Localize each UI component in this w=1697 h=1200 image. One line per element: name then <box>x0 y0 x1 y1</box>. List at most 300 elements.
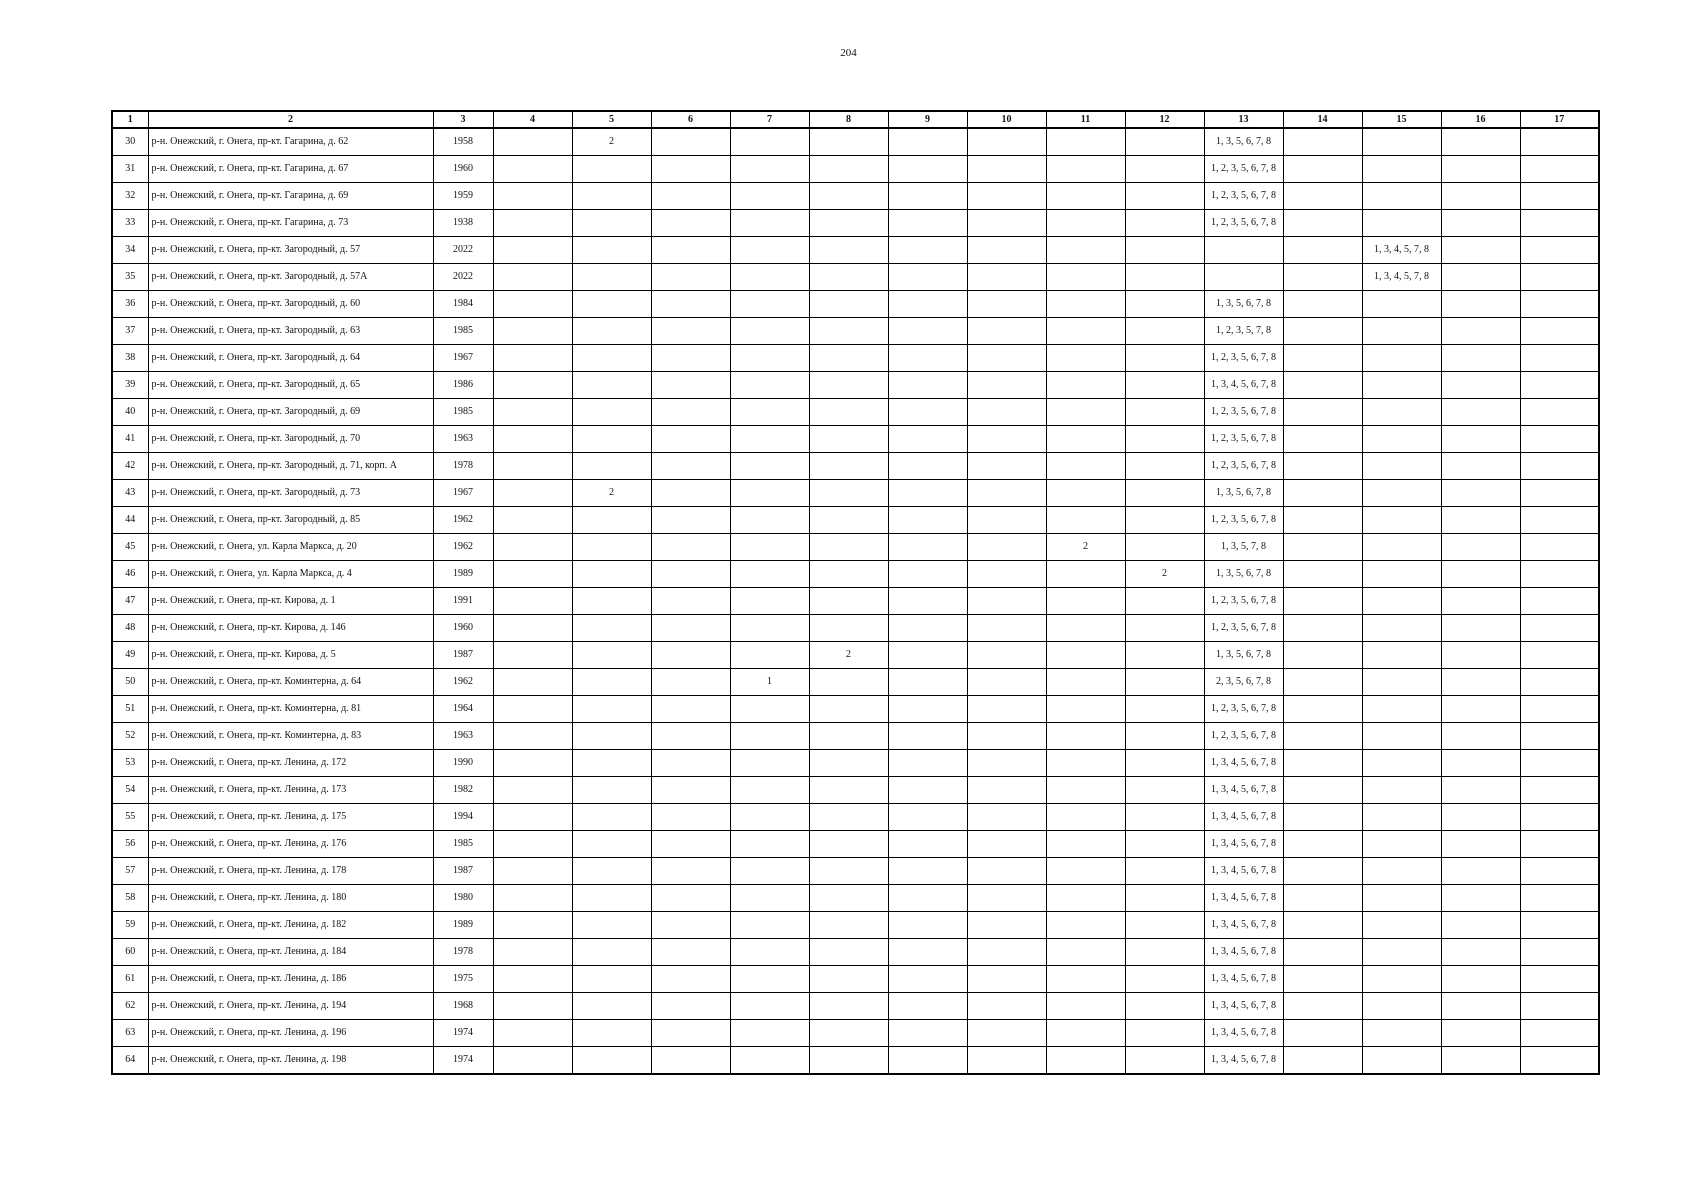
table-cell <box>651 777 730 804</box>
column-header-1: 1 <box>112 111 148 128</box>
table-cell <box>572 669 651 696</box>
table-cell <box>1046 372 1125 399</box>
table-cell <box>1441 345 1520 372</box>
table-row <box>112 210 1599 237</box>
table-row <box>112 128 1599 156</box>
table-cell <box>651 426 730 453</box>
table-cell <box>967 750 1046 777</box>
column-header-9: 9 <box>888 111 967 128</box>
table-cell <box>1283 750 1362 777</box>
address-cell: р-н. Онежский, г. Онега, пр-кт. Загородный, д. 70 <box>148 426 433 453</box>
table-cell <box>1283 534 1362 561</box>
table-cell <box>1520 642 1599 669</box>
address-cell: р-н. Онежский, г. Онега, пр-кт. Загородный, д. 85 <box>148 507 433 534</box>
table-cell <box>572 399 651 426</box>
table-cell <box>1283 480 1362 507</box>
address-cell: р-н. Онежский, г. Онега, пр-кт. Ленина, д. 198 <box>148 1047 433 1075</box>
address-cell: р-н. Онежский, г. Онега, пр-кт. Ленина, д. 176 <box>148 831 433 858</box>
table-cell <box>1125 264 1204 291</box>
table-cell <box>809 723 888 750</box>
table-cell <box>493 318 572 345</box>
row-number-cell: 51 <box>112 696 148 723</box>
table-cell <box>651 588 730 615</box>
table-cell <box>1204 237 1283 264</box>
table-cell <box>1362 642 1441 669</box>
table-cell <box>967 885 1046 912</box>
table-cell <box>1046 750 1125 777</box>
table-cell <box>1362 993 1441 1020</box>
table-row <box>112 777 1599 804</box>
table-cell <box>1283 912 1362 939</box>
table-cell <box>572 1020 651 1047</box>
table-cell <box>572 723 651 750</box>
table-cell: 2 <box>809 642 888 669</box>
table-cell <box>730 345 809 372</box>
table-cell <box>1283 696 1362 723</box>
table-cell <box>888 939 967 966</box>
table-cell <box>493 480 572 507</box>
page-number: 204 <box>840 47 857 59</box>
table-cell <box>730 750 809 777</box>
table-cell <box>1362 345 1441 372</box>
row-number-cell: 43 <box>112 480 148 507</box>
address-cell: р-н. Онежский, г. Онега, пр-кт. Ленина, д. 194 <box>148 993 433 1020</box>
row-number-cell: 44 <box>112 507 148 534</box>
table-cell <box>1362 453 1441 480</box>
table-cell <box>730 615 809 642</box>
table-cell <box>809 777 888 804</box>
table-cell <box>572 318 651 345</box>
table-cell <box>1362 561 1441 588</box>
table-cell <box>1046 237 1125 264</box>
table-cell <box>493 912 572 939</box>
table-cell <box>967 128 1046 156</box>
table-cell <box>1520 156 1599 183</box>
table-cell <box>1125 210 1204 237</box>
table-cell <box>651 534 730 561</box>
table-cell <box>1441 399 1520 426</box>
column-header-8: 8 <box>809 111 888 128</box>
table-cell <box>651 669 730 696</box>
table-row <box>112 669 1599 696</box>
table-cell <box>1125 588 1204 615</box>
table-cell <box>572 912 651 939</box>
table-cell <box>809 885 888 912</box>
table-cell <box>1046 1047 1125 1075</box>
table-cell <box>493 237 572 264</box>
table-cell <box>730 777 809 804</box>
table-cell <box>1362 399 1441 426</box>
table-row <box>112 912 1599 939</box>
table-cell <box>1520 237 1599 264</box>
table-cell <box>967 561 1046 588</box>
table-cell <box>967 804 1046 831</box>
table-cell <box>809 453 888 480</box>
table-cell <box>572 372 651 399</box>
table-row <box>112 318 1599 345</box>
table-cell <box>1125 1020 1204 1047</box>
table-cell: 1, 3, 4, 5, 6, 7, 8 <box>1204 858 1283 885</box>
table-cell <box>809 128 888 156</box>
table-cell <box>1125 453 1204 480</box>
table-row <box>112 993 1599 1020</box>
table-cell <box>651 831 730 858</box>
table-cell <box>572 264 651 291</box>
year-cell: 1985 <box>433 399 493 426</box>
table-cell <box>1520 858 1599 885</box>
address-cell: р-н. Онежский, г. Онега, пр-кт. Ленина, д. 178 <box>148 858 433 885</box>
row-number-cell: 59 <box>112 912 148 939</box>
table-cell <box>1362 588 1441 615</box>
row-number-cell: 49 <box>112 642 148 669</box>
table-cell <box>967 642 1046 669</box>
table-cell: 1, 2, 3, 5, 6, 7, 8 <box>1204 399 1283 426</box>
table-cell <box>1520 993 1599 1020</box>
table-cell <box>493 372 572 399</box>
table-cell <box>967 858 1046 885</box>
year-cell: 1964 <box>433 696 493 723</box>
table-cell <box>493 885 572 912</box>
table-cell <box>1046 1020 1125 1047</box>
table-cell <box>572 696 651 723</box>
table-cell <box>1441 210 1520 237</box>
table-row <box>112 507 1599 534</box>
table-cell <box>730 1020 809 1047</box>
row-number-cell: 54 <box>112 777 148 804</box>
table-row <box>112 534 1599 561</box>
table-cell <box>1046 858 1125 885</box>
table-cell: 1, 3, 4, 5, 6, 7, 8 <box>1204 777 1283 804</box>
table-cell <box>1362 912 1441 939</box>
table-cell <box>1520 1047 1599 1075</box>
column-header-14: 14 <box>1283 111 1362 128</box>
table-cell <box>651 804 730 831</box>
table-row <box>112 939 1599 966</box>
table-cell <box>1283 237 1362 264</box>
table-cell: 1, 3, 4, 5, 6, 7, 8 <box>1204 804 1283 831</box>
year-cell: 1978 <box>433 939 493 966</box>
table-cell <box>493 669 572 696</box>
address-cell: р-н. Онежский, г. Онега, пр-кт. Загородный, д. 71, корп. А <box>148 453 433 480</box>
table-row <box>112 615 1599 642</box>
table-cell <box>809 156 888 183</box>
table-cell <box>1441 1020 1520 1047</box>
table-cell <box>1520 669 1599 696</box>
table-cell <box>1362 1020 1441 1047</box>
table-cell <box>967 696 1046 723</box>
address-cell: р-н. Онежский, г. Онега, пр-кт. Загородный, д. 65 <box>148 372 433 399</box>
table-cell <box>1441 588 1520 615</box>
address-cell: р-н. Онежский, г. Онега, пр-кт. Загородный, д. 57 <box>148 237 433 264</box>
table-cell <box>1520 534 1599 561</box>
table-cell <box>809 615 888 642</box>
table-cell <box>493 1047 572 1075</box>
address-cell: р-н. Онежский, г. Онега, пр-кт. Гагарина, д. 73 <box>148 210 433 237</box>
table-cell <box>1283 291 1362 318</box>
table-cell <box>730 210 809 237</box>
table-cell <box>1441 561 1520 588</box>
table-cell <box>967 831 1046 858</box>
table-cell <box>809 237 888 264</box>
year-cell: 1962 <box>433 534 493 561</box>
table-cell <box>888 750 967 777</box>
table-cell <box>651 723 730 750</box>
row-number-cell: 63 <box>112 1020 148 1047</box>
table-cell <box>1362 210 1441 237</box>
table-cell <box>1441 993 1520 1020</box>
table-cell <box>730 885 809 912</box>
table-cell <box>730 858 809 885</box>
table-row <box>112 237 1599 264</box>
table-cell: 1, 2, 3, 5, 6, 7, 8 <box>1204 183 1283 210</box>
address-cell: р-н. Онежский, г. Онега, пр-кт. Гагарина, д. 67 <box>148 156 433 183</box>
table-cell <box>1441 237 1520 264</box>
year-cell: 1962 <box>433 669 493 696</box>
table-cell <box>1362 318 1441 345</box>
address-cell: р-н. Онежский, г. Онега, пр-кт. Ленина, д. 180 <box>148 885 433 912</box>
table-cell: 1, 2, 3, 5, 6, 7, 8 <box>1204 696 1283 723</box>
table-row <box>112 372 1599 399</box>
table-cell <box>572 534 651 561</box>
year-cell: 1980 <box>433 885 493 912</box>
table-cell <box>888 993 967 1020</box>
table-cell <box>967 588 1046 615</box>
table-cell <box>1362 534 1441 561</box>
row-number-cell: 45 <box>112 534 148 561</box>
table-cell <box>1520 1020 1599 1047</box>
table-cell <box>888 1047 967 1075</box>
row-number-cell: 62 <box>112 993 148 1020</box>
table-cell <box>493 858 572 885</box>
table-cell <box>493 777 572 804</box>
table-cell <box>730 939 809 966</box>
table-cell <box>572 939 651 966</box>
table-cell <box>1362 750 1441 777</box>
table-cell <box>1125 912 1204 939</box>
address-cell: р-н. Онежский, г. Онега, пр-кт. Загородный, д. 57А <box>148 264 433 291</box>
table-cell <box>1125 804 1204 831</box>
row-number-cell: 53 <box>112 750 148 777</box>
table-cell <box>967 669 1046 696</box>
table-cell <box>651 993 730 1020</box>
table-cell <box>1441 156 1520 183</box>
table-cell <box>1125 696 1204 723</box>
row-number-cell: 37 <box>112 318 148 345</box>
table-cell <box>651 345 730 372</box>
table-row <box>112 183 1599 210</box>
table-cell <box>1046 480 1125 507</box>
table-cell <box>1520 318 1599 345</box>
table-cell <box>1362 966 1441 993</box>
table-cell <box>730 264 809 291</box>
table-row <box>112 750 1599 777</box>
address-cell: р-н. Онежский, г. Онега, пр-кт. Загородный, д. 60 <box>148 291 433 318</box>
table-cell <box>1441 723 1520 750</box>
table-cell <box>1441 480 1520 507</box>
table-cell <box>1125 318 1204 345</box>
table-cell <box>888 804 967 831</box>
table-cell <box>1362 615 1441 642</box>
table-cell <box>493 128 572 156</box>
table-cell <box>1441 534 1520 561</box>
table-row <box>112 588 1599 615</box>
table-cell <box>572 966 651 993</box>
table-cell <box>888 696 967 723</box>
table-cell <box>1362 804 1441 831</box>
year-cell: 1985 <box>433 831 493 858</box>
table-cell <box>1362 507 1441 534</box>
table-cell <box>809 831 888 858</box>
table-cell <box>967 399 1046 426</box>
table-cell <box>1441 291 1520 318</box>
table-cell <box>493 696 572 723</box>
table-cell <box>809 669 888 696</box>
table-cell <box>888 210 967 237</box>
table-cell <box>651 912 730 939</box>
table-cell <box>651 507 730 534</box>
table-cell <box>1046 588 1125 615</box>
table-cell <box>1520 912 1599 939</box>
table-cell <box>967 183 1046 210</box>
year-cell: 1989 <box>433 561 493 588</box>
table-cell <box>1441 453 1520 480</box>
table-cell <box>651 264 730 291</box>
table-cell: 1, 3, 4, 5, 6, 7, 8 <box>1204 993 1283 1020</box>
row-number-cell: 33 <box>112 210 148 237</box>
table-cell <box>967 318 1046 345</box>
table-cell <box>1520 615 1599 642</box>
table-cell <box>651 885 730 912</box>
table-cell <box>1283 345 1362 372</box>
table-cell <box>888 128 967 156</box>
table-cell <box>1283 372 1362 399</box>
table-cell <box>967 939 1046 966</box>
table-cell <box>1362 480 1441 507</box>
table-cell <box>1520 939 1599 966</box>
row-number-cell: 30 <box>112 128 148 156</box>
table-cell <box>1441 966 1520 993</box>
column-header-15: 15 <box>1362 111 1441 128</box>
table-cell <box>493 939 572 966</box>
table-cell <box>1046 696 1125 723</box>
table-cell <box>1520 210 1599 237</box>
table-cell <box>1520 183 1599 210</box>
table-cell <box>651 318 730 345</box>
year-cell: 1938 <box>433 210 493 237</box>
table-cell <box>651 480 730 507</box>
table-cell <box>888 291 967 318</box>
table-cell <box>1046 777 1125 804</box>
table-cell <box>730 507 809 534</box>
table-cell <box>730 588 809 615</box>
table-cell <box>1283 399 1362 426</box>
table-cell <box>1046 183 1125 210</box>
table-cell <box>1520 372 1599 399</box>
table-cell <box>967 615 1046 642</box>
table-cell <box>1046 291 1125 318</box>
table-cell <box>493 156 572 183</box>
table-cell <box>1520 588 1599 615</box>
table-cell <box>1283 183 1362 210</box>
table-cell <box>967 1020 1046 1047</box>
table-cell <box>572 777 651 804</box>
address-cell: р-н. Онежский, г. Онега, пр-кт. Ленина, д. 173 <box>148 777 433 804</box>
table-cell <box>1125 642 1204 669</box>
table-cell <box>651 561 730 588</box>
table-cell <box>493 534 572 561</box>
table-cell <box>1283 831 1362 858</box>
table-cell <box>888 237 967 264</box>
address-cell: р-н. Онежский, г. Онега, пр-кт. Ленина, д. 196 <box>148 1020 433 1047</box>
table-cell <box>1046 399 1125 426</box>
year-cell: 1982 <box>433 777 493 804</box>
table-cell <box>888 588 967 615</box>
table-cell <box>1283 885 1362 912</box>
table-cell <box>1125 291 1204 318</box>
table-cell <box>1441 804 1520 831</box>
table-cell: 1, 3, 4, 5, 6, 7, 8 <box>1204 939 1283 966</box>
table-row <box>112 966 1599 993</box>
table-cell <box>1283 128 1362 156</box>
table-cell: 2 <box>572 480 651 507</box>
table-cell <box>1283 966 1362 993</box>
table-cell <box>730 804 809 831</box>
year-cell: 1994 <box>433 804 493 831</box>
year-cell: 1974 <box>433 1020 493 1047</box>
table-cell <box>1046 615 1125 642</box>
table-cell: 1, 2, 3, 5, 7, 8 <box>1204 318 1283 345</box>
table-cell <box>809 507 888 534</box>
table-cell <box>651 291 730 318</box>
row-number-cell: 50 <box>112 669 148 696</box>
table-cell <box>1125 885 1204 912</box>
table-cell <box>967 534 1046 561</box>
table-cell <box>967 480 1046 507</box>
table-cell <box>809 588 888 615</box>
table-cell <box>1520 696 1599 723</box>
table-cell: 1, 3, 4, 5, 6, 7, 8 <box>1204 966 1283 993</box>
row-number-cell: 41 <box>112 426 148 453</box>
table-header-row <box>112 111 1599 128</box>
table-cell <box>967 777 1046 804</box>
table-cell <box>572 561 651 588</box>
table-cell <box>888 183 967 210</box>
row-number-cell: 64 <box>112 1047 148 1075</box>
table-cell <box>493 723 572 750</box>
table-cell <box>1362 777 1441 804</box>
table-cell <box>1125 858 1204 885</box>
year-cell: 1991 <box>433 588 493 615</box>
table-cell <box>1046 669 1125 696</box>
table-cell <box>651 858 730 885</box>
year-cell: 1960 <box>433 615 493 642</box>
table-cell <box>572 156 651 183</box>
table-cell <box>730 183 809 210</box>
table-cell: 1, 3, 5, 7, 8 <box>1204 534 1283 561</box>
table-cell <box>1046 723 1125 750</box>
table-cell <box>1283 264 1362 291</box>
table-cell <box>1441 669 1520 696</box>
table-cell: 1, 2, 3, 5, 6, 7, 8 <box>1204 507 1283 534</box>
table-cell <box>493 453 572 480</box>
table-cell <box>809 561 888 588</box>
table-cell <box>888 480 967 507</box>
table-cell <box>1441 750 1520 777</box>
table-cell <box>1125 966 1204 993</box>
table-cell: 1, 3, 4, 5, 6, 7, 8 <box>1204 1047 1283 1075</box>
table-cell <box>1125 237 1204 264</box>
column-header-7: 7 <box>730 111 809 128</box>
